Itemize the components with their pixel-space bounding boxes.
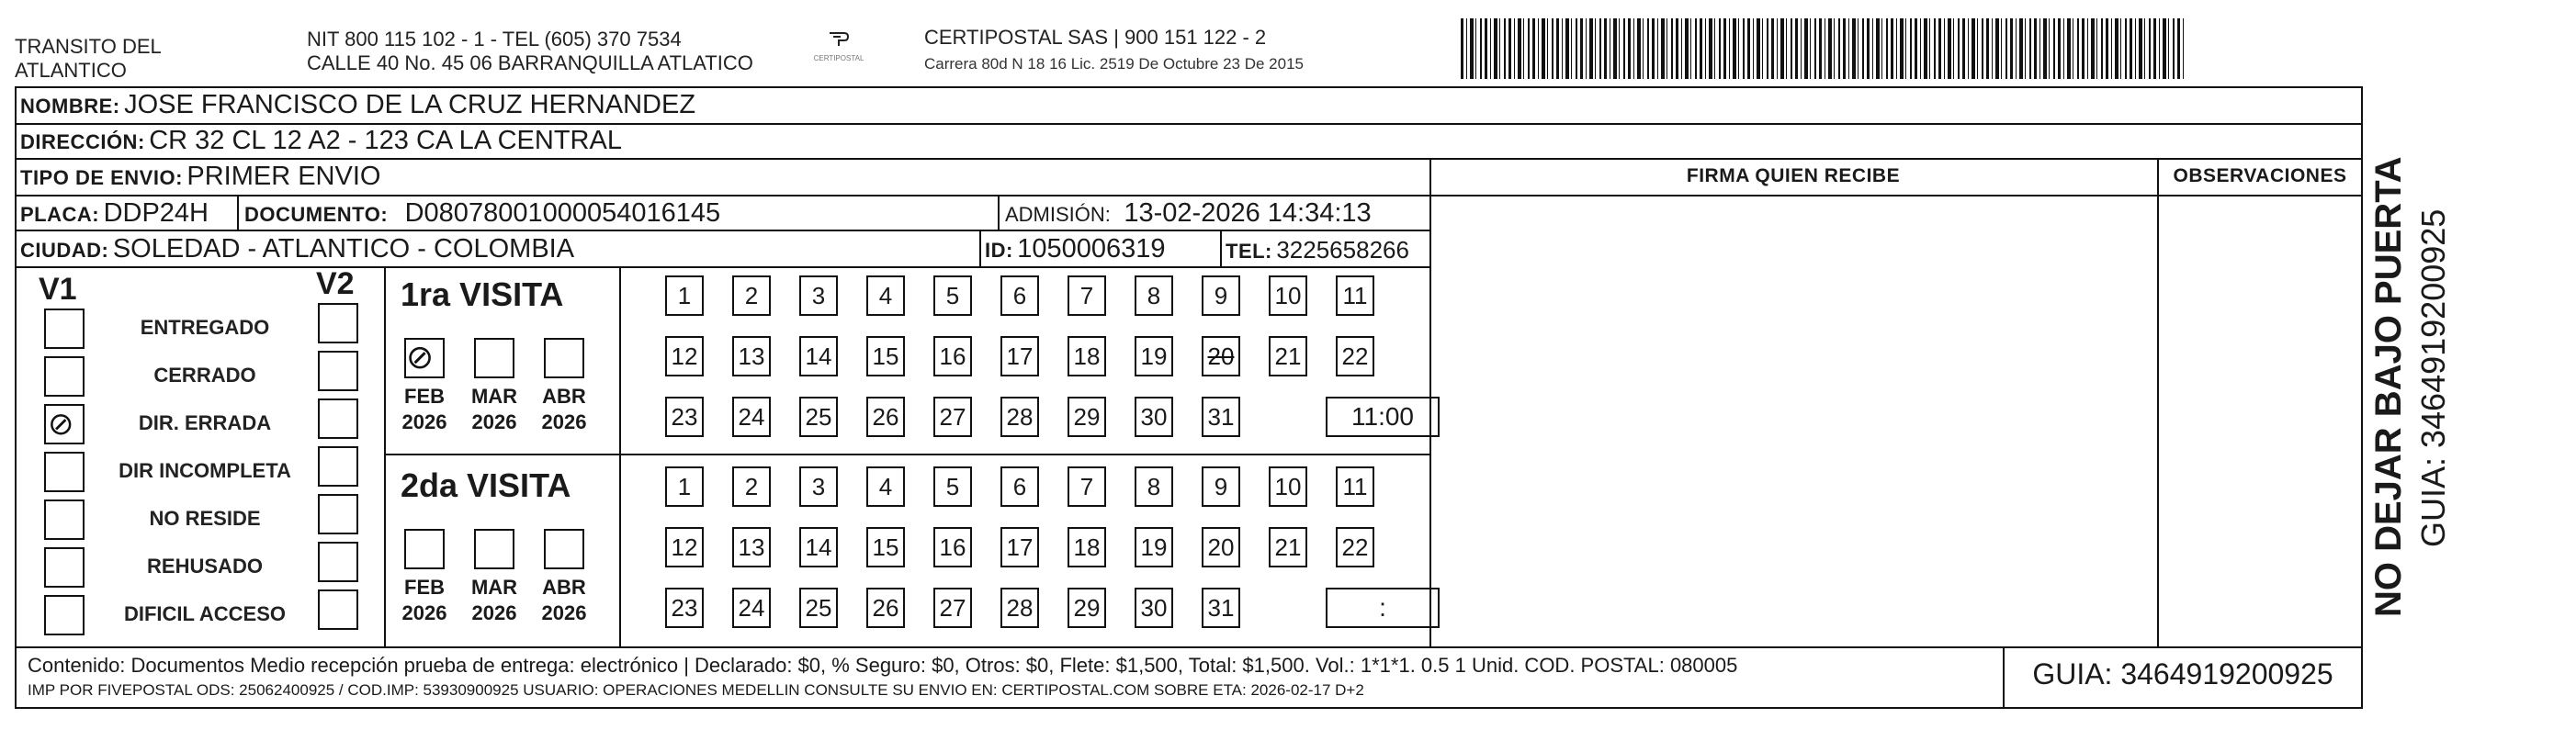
second-visit-month-label: ABR: [542, 576, 586, 599]
v1-label: V1: [39, 272, 77, 307]
direccion-value: CR 32 CL 12 A2 - 123 CA LA CENTRAL: [149, 126, 622, 155]
placa-value: DDP24H: [103, 198, 209, 228]
second-visit-time[interactable]: :: [1326, 588, 1440, 628]
ciudad-value: SOLEDAD - ATLANTICO - COLOMBIA: [112, 234, 575, 264]
second-visit-day[interactable]: 29: [1068, 588, 1106, 628]
placa-label: PLACA:: [20, 203, 100, 226]
documento-value: D08078001000054016145: [404, 198, 721, 228]
admision-value: 13-02-2026 14:34:13: [1124, 198, 1372, 228]
second-visit-day[interactable]: 31: [1202, 588, 1240, 628]
first-visit-day[interactable]: 2: [732, 275, 771, 316]
first-visit-day[interactable]: 17: [1000, 336, 1039, 376]
first-visit-year-label: 2026: [401, 410, 447, 433]
second-visit-day[interactable]: 4: [866, 466, 905, 507]
v2-checkbox[interactable]: [318, 494, 358, 534]
second-visit-day[interactable]: 19: [1135, 527, 1173, 567]
status-label: NO RESIDE: [149, 507, 261, 530]
v2-label: V2: [316, 266, 355, 301]
second-visit-day[interactable]: 6: [1000, 466, 1039, 507]
first-visit-day[interactable]: 7: [1068, 275, 1106, 316]
status-label: REHUSADO: [147, 555, 263, 578]
second-visit-day[interactable]: 27: [933, 588, 972, 628]
check-mark-icon: ⊘: [48, 406, 74, 443]
v2-checkbox[interactable]: [318, 398, 358, 439]
status-label: DIR INCOMPLETA: [119, 459, 291, 482]
second-visit-day[interactable]: 28: [1000, 588, 1039, 628]
first-visit-day[interactable]: 27: [933, 397, 972, 437]
second-visit-day[interactable]: 3: [799, 466, 838, 507]
first-visit-day[interactable]: 28: [1000, 397, 1039, 437]
first-visit-time[interactable]: 11:00: [1326, 397, 1440, 437]
first-visit-month-box[interactable]: [544, 338, 584, 378]
documento-field: [244, 198, 720, 229]
second-visit-month-label: MAR: [470, 576, 518, 599]
id-label: ID:: [985, 239, 1013, 262]
second-visit-day[interactable]: 12: [665, 527, 704, 567]
carrier-logo-text: CERTIPOSTAL: [813, 54, 864, 62]
first-visit-day[interactable]: 22: [1336, 336, 1374, 376]
second-visit-year-label: 2026: [541, 601, 587, 624]
second-visit-day[interactable]: 13: [732, 527, 771, 567]
first-visit-year-label: 2026: [541, 410, 587, 433]
first-visit-day[interactable]: 20: [1202, 336, 1240, 376]
first-visit-day[interactable]: 25: [799, 397, 838, 437]
first-visit-day[interactable]: 15: [866, 336, 905, 376]
sender-name-line1: TRANSITO DEL: [15, 35, 162, 58]
tel-field: [1226, 236, 1409, 264]
tel-label: TEL:: [1226, 240, 1272, 263]
status-label: DIFICIL ACCESO: [123, 602, 286, 625]
v1-checkbox[interactable]: [44, 404, 85, 444]
direccion-row: [20, 126, 622, 156]
v2-checkbox[interactable]: [318, 303, 358, 343]
second-visit-day[interactable]: 24: [732, 588, 771, 628]
status-label: CERRADO: [153, 364, 256, 387]
admision-field: [1005, 198, 1372, 229]
first-visit-day[interactable]: 21: [1269, 336, 1307, 376]
second-visit-day[interactable]: 30: [1135, 588, 1173, 628]
side-guia: GUIA: 3464919200925: [2414, 208, 2452, 547]
second-visit-month-box[interactable]: [404, 529, 445, 569]
check-mark-icon: ⊘: [406, 339, 435, 376]
documento-label: DOCUMENTO:: [244, 203, 389, 226]
ciudad-field: [20, 234, 574, 264]
carrier-logo: [797, 28, 880, 62]
first-visit-day[interactable]: 6: [1000, 275, 1039, 316]
barcode: [1461, 18, 2185, 79]
tipo-envio-value: PRIMER ENVIO: [186, 162, 381, 191]
second-visit-day[interactable]: 25: [799, 588, 838, 628]
first-visit-title: 1ra VISITA: [401, 275, 564, 313]
first-visit-day[interactable]: 19: [1135, 336, 1173, 376]
nombre-value: JOSE FRANCISCO DE LA CRUZ HERNANDEZ: [124, 90, 696, 119]
imp-text: IMP POR FIVEPOSTAL ODS: 25062400925 / COD.IMP: 53930900925 USUARIO: OPERACIONES MEDELLIN CONSULTE SU ENVIO EN: CERTIPOSTAL.COM SOBRE ETA: 2026-02-17 D+2: [28, 681, 1364, 699]
first-visit-month-box[interactable]: [474, 338, 514, 378]
v1-checkbox[interactable]: [44, 309, 85, 349]
first-visit-day[interactable]: 1: [665, 275, 704, 316]
first-visit-year-label: 2026: [471, 410, 517, 433]
second-visit-year-label: 2026: [471, 601, 517, 624]
first-visit-day[interactable]: 31: [1202, 397, 1240, 437]
footer-guia: GUIA: 3464919200925: [2032, 657, 2333, 690]
second-visit-day[interactable]: 5: [933, 466, 972, 507]
second-visit-day[interactable]: 8: [1135, 466, 1173, 507]
first-visit-day[interactable]: 5: [933, 275, 972, 316]
tipo-envio-label: TIPO DE ENVIO:: [20, 166, 183, 189]
admision-label: ADMISIÓN:: [1005, 203, 1111, 226]
v1-checkbox[interactable]: [44, 547, 85, 588]
second-visit-day[interactable]: 26: [866, 588, 905, 628]
first-visit-day[interactable]: 4: [866, 275, 905, 316]
second-visit-day[interactable]: 11: [1336, 466, 1374, 507]
first-visit-month-label: FEB: [404, 385, 445, 408]
carrier-license: Carrera 80d N 18 16 Lic. 2519 De Octubre 23 De 2015: [924, 55, 1304, 73]
first-visit-day[interactable]: 9: [1202, 275, 1240, 316]
first-visit-month-label: ABR: [542, 385, 586, 408]
second-visit-day[interactable]: 23: [665, 588, 704, 628]
first-visit-day[interactable]: 24: [732, 397, 771, 437]
second-visit-day[interactable]: 14: [799, 527, 838, 567]
sender-address: CALLE 40 No. 45 06 BARRANQUILLA ATLATICO: [307, 51, 753, 74]
first-visit-day[interactable]: 12: [665, 336, 704, 376]
first-visit-month-label: MAR: [470, 385, 518, 408]
second-visit-day[interactable]: 7: [1068, 466, 1106, 507]
v2-checkbox[interactable]: [318, 446, 358, 487]
second-visit-day[interactable]: 9: [1202, 466, 1240, 507]
v2-checkbox[interactable]: [318, 589, 358, 630]
first-visit-day[interactable]: 11: [1336, 275, 1374, 316]
first-visit-day[interactable]: 30: [1135, 397, 1173, 437]
sender-nit: NIT 800 115 102 - 1 - TEL (605) 370 7534: [307, 28, 682, 51]
id-field: [985, 234, 1166, 264]
observaciones-header: OBSERVACIONES: [2173, 165, 2347, 186]
tel-value: 3225658266: [1276, 236, 1409, 264]
second-visit-day[interactable]: 17: [1000, 527, 1039, 567]
first-visit-day[interactable]: 29: [1068, 397, 1106, 437]
direccion-label: DIRECCIÓN:: [20, 130, 145, 153]
second-visit-day[interactable]: 15: [866, 527, 905, 567]
first-visit-day[interactable]: 13: [732, 336, 771, 376]
id-value: 1050006319: [1017, 234, 1166, 264]
second-visit-day[interactable]: 20: [1202, 527, 1240, 567]
first-visit-day[interactable]: 8: [1135, 275, 1173, 316]
first-visit-day[interactable]: 3: [799, 275, 838, 316]
second-visit-day[interactable]: 22: [1336, 527, 1374, 567]
v2-checkbox[interactable]: [318, 351, 358, 391]
second-visit-year-label: 2026: [401, 601, 447, 624]
tipo-envio-row: [20, 162, 380, 192]
contenido-text: Contenido: Documentos Medio recepción prueba de entrega: electrónico | Declarado: $0, % Seguro: $0, Otros: $0, Flete: $1,500, Total: $1,500. Vol.: 1*1*1. 0.5 1 Unid. COD. POSTAL: 080005: [28, 654, 1738, 677]
second-visit-month-box[interactable]: [544, 529, 584, 569]
v1-checkbox[interactable]: [44, 356, 85, 397]
first-visit-day[interactable]: 14: [799, 336, 838, 376]
carrier-name: CERTIPOSTAL SAS | 900 151 122 - 2: [924, 26, 1267, 49]
status-label: DIR. ERRADA: [138, 411, 272, 434]
second-visit-month-box[interactable]: [474, 529, 514, 569]
second-visit-day[interactable]: 2: [732, 466, 771, 507]
nombre-label: NOMBRE:: [20, 95, 120, 118]
first-visit-month-box[interactable]: [404, 338, 445, 378]
v1-checkbox[interactable]: [44, 499, 85, 540]
status-label: ENTREGADO: [140, 316, 270, 339]
sender-name-line2: ATLANTICO: [15, 59, 127, 82]
ciudad-label: CIUDAD:: [20, 239, 109, 262]
placa-field: [20, 198, 209, 229]
v1-checkbox[interactable]: [44, 595, 85, 635]
second-visit-day[interactable]: 18: [1068, 527, 1106, 567]
first-visit-day[interactable]: 18: [1068, 336, 1106, 376]
second-visit-day[interactable]: 16: [933, 527, 972, 567]
first-visit-day[interactable]: 23: [665, 397, 704, 437]
second-visit-title: 2da VISITA: [401, 466, 571, 504]
nombre-row: [20, 90, 695, 120]
first-visit-day[interactable]: 26: [866, 397, 905, 437]
side-warning: NO DEJAR BAJO PUERTA: [2368, 156, 2409, 617]
v2-checkbox[interactable]: [318, 542, 358, 582]
second-visit-month-label: FEB: [404, 576, 445, 599]
carrier-logo-icon: [824, 28, 853, 50]
second-visit-day[interactable]: 1: [665, 466, 704, 507]
second-visit-day[interactable]: 21: [1269, 527, 1307, 567]
firma-header: FIRMA QUIEN RECIBE: [1686, 165, 1901, 186]
v1-checkbox[interactable]: [44, 452, 85, 492]
first-visit-day[interactable]: 10: [1269, 275, 1307, 316]
first-visit-day[interactable]: 16: [933, 336, 972, 376]
second-visit-day[interactable]: 10: [1269, 466, 1307, 507]
